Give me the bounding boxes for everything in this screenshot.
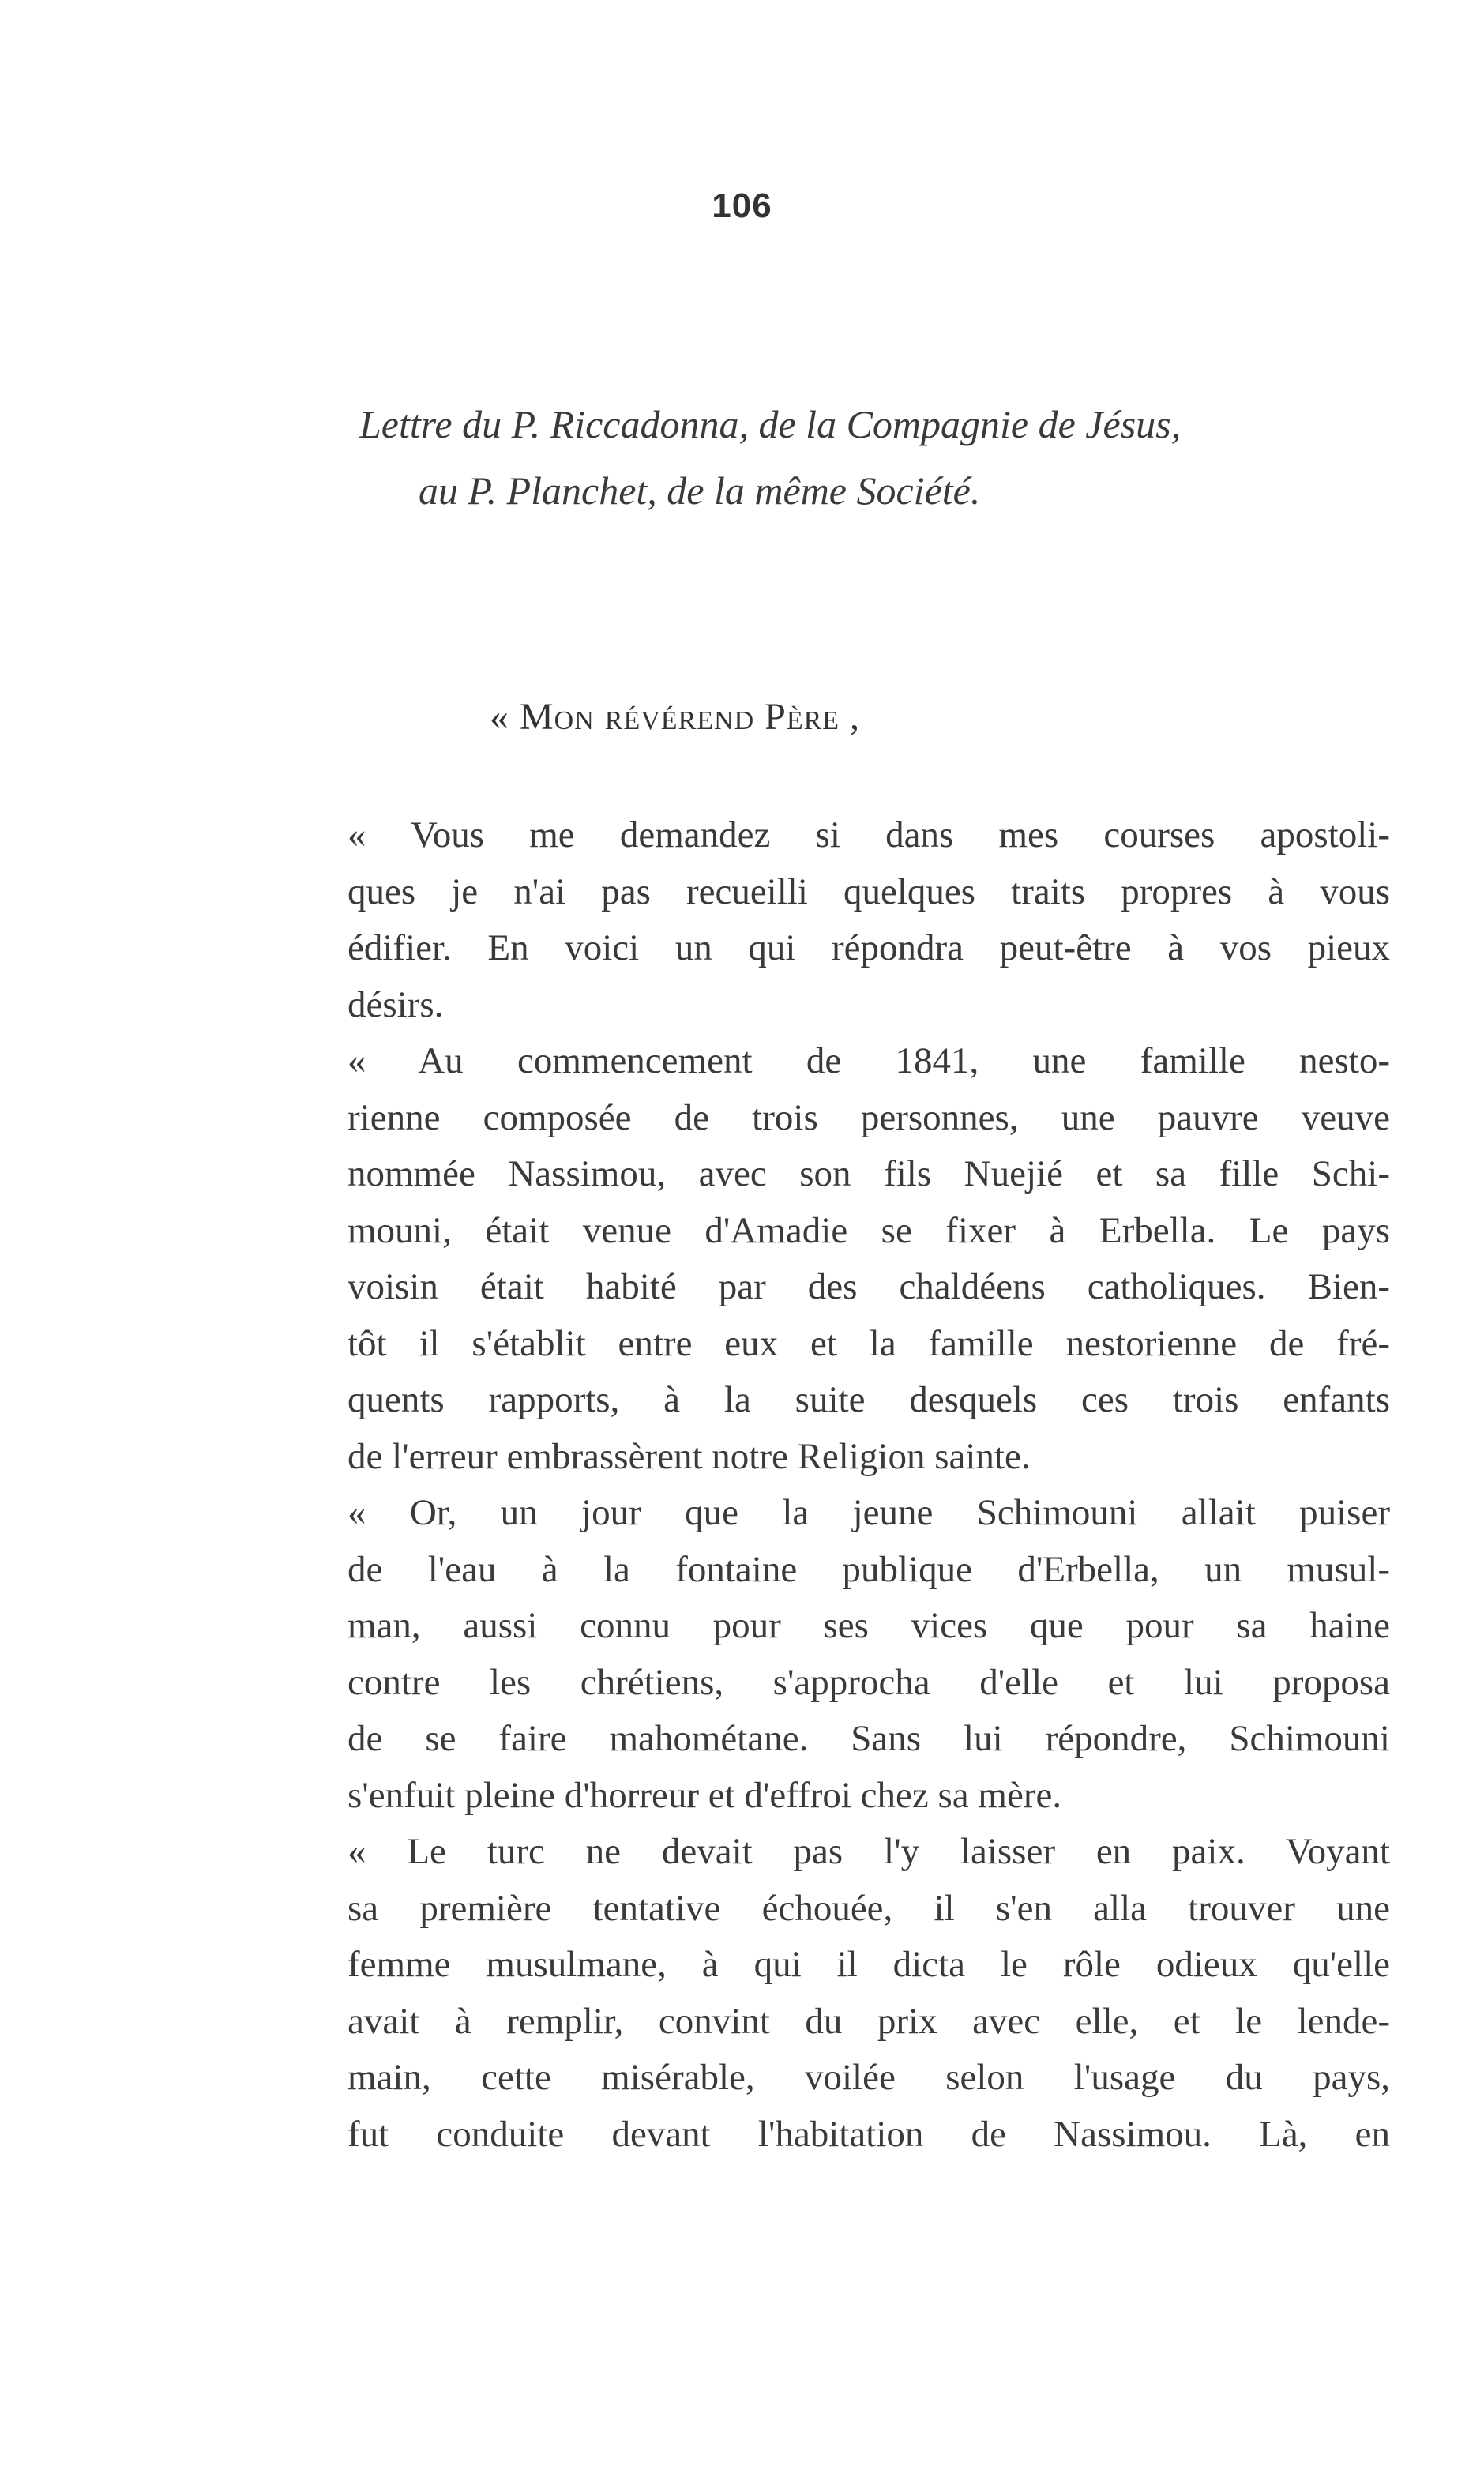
text-line: s'enfuit pleine d'horreur et d'effroi chez sa mère.	[348, 1774, 1062, 1816]
letter-body	[348, 807, 1390, 2163]
salutation-close: ,	[840, 696, 861, 738]
text-line: désirs.	[348, 983, 444, 1025]
text-line: ques je n'ai pas recueilli quelques traits propres à vous	[348, 870, 1390, 912]
text-line: de l'erreur embrassèrent notre Religion sainte.	[348, 1435, 1031, 1477]
salutation-reverend: révérend	[604, 696, 755, 738]
text-line: avait à remplir, convint du prix avec elle, et le lende-	[348, 2000, 1390, 2042]
text-line: main, cette misérable, voilée selon l'usage du pays,	[348, 2057, 1390, 2098]
letter-title-line-2: au P. Planchet, de la même Société.	[419, 468, 981, 513]
text-line: femme musulmane, à qui il dicta le rôle odieux qu'elle	[348, 1944, 1390, 1985]
text-line: mouni, était venue d'Amadie se fixer à Erbella. Le pays	[348, 1209, 1390, 1251]
text-line: fut conduite devant l'habitation de Nassimou. Là, en	[348, 2113, 1390, 2155]
text-line: man, aussi connu pour ses vices que pour sa haine	[348, 1605, 1390, 1646]
text-line: rienne composée de trois personnes, une pauvre veuve	[348, 1096, 1390, 1138]
letter-title-line-1: Lettre du P. Riccadonna, de la Compagnie de Jésus,	[359, 402, 1182, 446]
text-line: « Or, un jour que la jeune Schimouni allait puiser	[348, 1492, 1390, 1533]
text-line: « Au commencement de 1841, une famille nesto-	[348, 1040, 1390, 1081]
text-line: édifier. En voici un qui répondra peut-être à vos pieux	[348, 927, 1390, 968]
text-line: sa première tentative échouée, il s'en alla trouver une	[348, 1887, 1390, 1929]
salutation	[490, 695, 860, 739]
page-number: 106	[712, 186, 772, 225]
text-line: voisin était habité par des chaldéens catholiques. Bien-	[348, 1266, 1390, 1307]
salutation-pere: Père	[765, 696, 840, 738]
text-line: de l'eau à la fontaine publique d'Erbella, un musul-	[348, 1548, 1390, 1590]
text-line: « Vous me demandez si dans mes courses apostoli-	[348, 814, 1390, 855]
text-line: contre les chrétiens, s'approcha d'elle et lui proposa	[348, 1661, 1390, 1703]
salutation-open-quote: «	[490, 696, 520, 738]
text-line: nommée Nassimou, avec son fils Nuejié et sa fille Schi-	[348, 1153, 1390, 1194]
text-line: tôt il s'établit entre eux et la famille nestorienne de fré-	[348, 1322, 1390, 1364]
text-line: quents rapports, à la suite desquels ces trois enfants	[348, 1379, 1390, 1420]
salutation-mon: Mon	[520, 696, 595, 738]
text-line: de se faire mahométane. Sans lui répondre, Schimouni	[348, 1718, 1390, 1759]
text-line: « Le turc ne devait pas l'y laisser en paix. Voyant	[348, 1831, 1390, 1872]
